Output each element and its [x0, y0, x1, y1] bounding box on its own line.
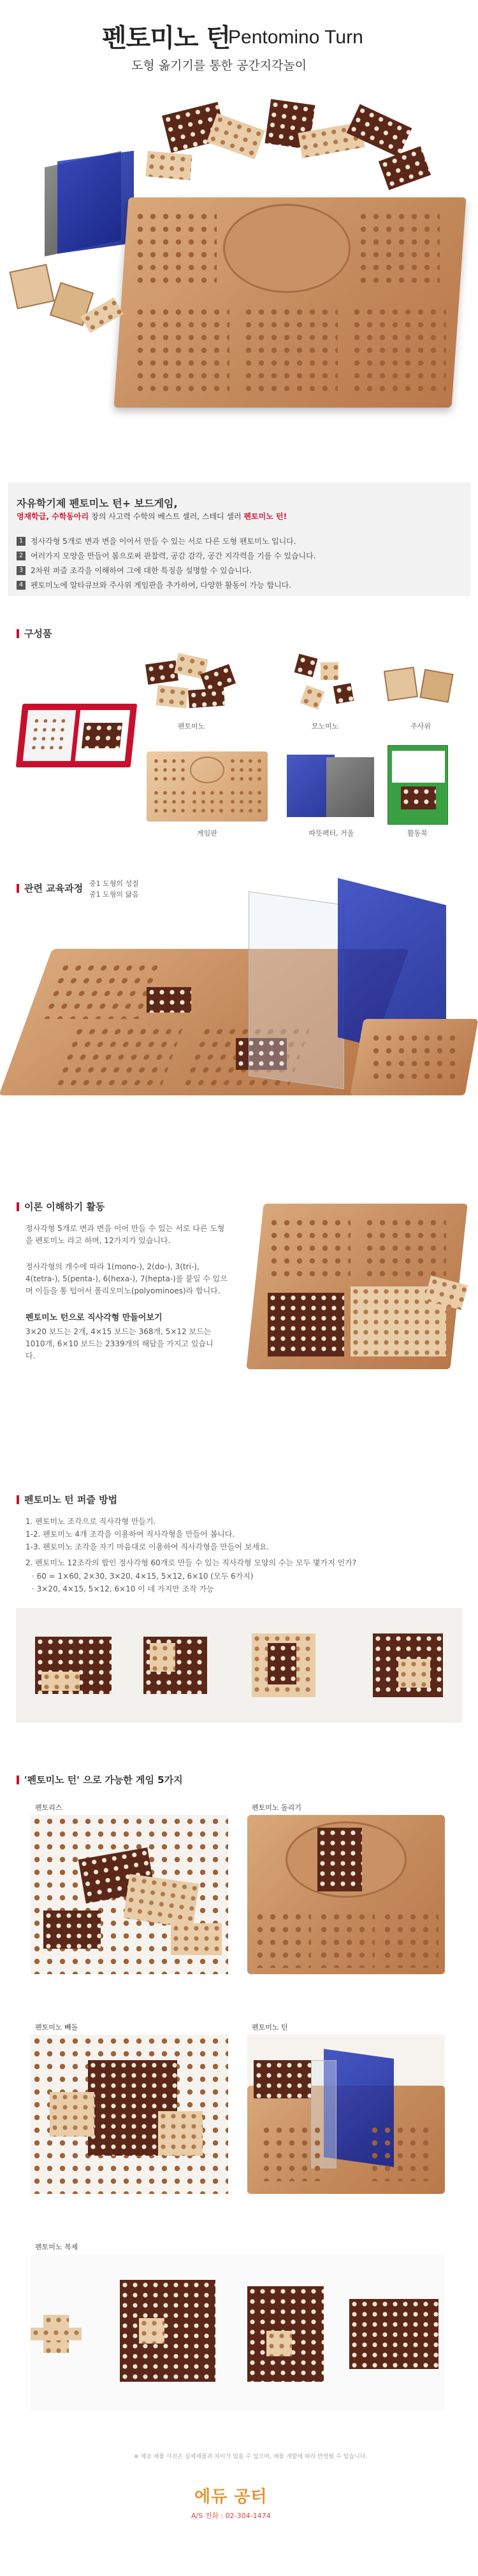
activity-book-image: [387, 745, 448, 825]
intro-list: [17, 534, 463, 592]
puzzle-step: 1. 펜토미노 조각으로 직사각형 만들기.: [25, 1517, 156, 1526]
contact-info: A/S 전화 : 02-304-1474: [191, 2512, 271, 2520]
brand-logo: 에듀 공터: [194, 2487, 268, 2507]
game-photo-remove: [31, 2035, 228, 2194]
puzzle-step: · 60 = 1×60, 2×30, 3×20, 4×15, 5×12, 6×10 (모두 6가지): [32, 1572, 254, 1581]
caption-mirror: 따뜻펙터, 거울: [308, 829, 354, 837]
game-photo-pentoris: [31, 1815, 228, 1974]
caption-board: 게임판: [197, 829, 217, 837]
game-tag-4: 펜토미노 턴: [252, 2023, 288, 2032]
list-item: 1 정사각형 5개로 변과 변을 이어서 만들 수 있는 서로 다른 도형 펜토미노 입니다.: [17, 534, 463, 548]
game-photo-turn: [247, 2035, 445, 2194]
game-photo-rotate: [247, 1815, 445, 1974]
pentomino-pieces-image: [147, 656, 236, 713]
curriculum-heading: 관련 교육과정: [17, 882, 83, 895]
list-item: 4 펜토미노에 알타큐브와 주사위 게임판을 추가하여, 다양한 활동이 가능 합니다.: [17, 578, 463, 592]
intro-title: 자유학기제 펜토미노 턴+ 보드게임,: [17, 497, 178, 509]
intro-subtitle: 영재학급, 수학동아리 창의 사고력 수학의 베스트 셀러, 스테디 셀러 펜토미노 턴!: [17, 512, 287, 521]
theory-para-2: 정사각형의 개수에 따라 1(mono-), 2(do-), 3(tri-), 4(tetra-), 5(penta-), 6(hexa-), 7(hepta-)를 붙일 수 있으며 이들을 통 털어서 폴리오미노(polyominoes)라 합니다.: [25, 1262, 228, 1295]
game-tag-1: 펜토리스: [35, 1804, 62, 1812]
dice-image: [382, 662, 459, 707]
product-box-image: [16, 704, 138, 767]
curriculum-line-1: 중1 도형의 성질: [89, 879, 139, 888]
footer-note: ※ 제공 제품 사진은 실제제품과 차이가 있을 수 있으며, 제품 개발에 따라 반영될 수 있습니다.: [134, 2454, 368, 2460]
list-item: 2 여러가지 모양을 만들어 봄으로써 관찰력, 공감 감각, 공간 지각력을 기를 수 있습니다.: [17, 548, 463, 563]
game-tag-3: 펜토미노 빼돌: [35, 2023, 78, 2032]
puzzle-step: 1-3. 펜토미노 조각을 자기 마음대로 이용하여 직사각형을 만들어 보세요.: [25, 1542, 270, 1551]
game-tag-5: 펜토미노 복제: [35, 2243, 78, 2251]
hero-product-image: [0, 96, 478, 452]
puzzle-photo-strip: [16, 1608, 462, 1723]
game-tag-2: 펜토미노 돌리기: [252, 1804, 301, 1812]
games-heading: '펜토미노 턴' 으로 가능한 게임 5가지: [17, 1774, 183, 1786]
monomino-pieces-image: [290, 653, 360, 713]
caption-pentomino: 펜토미노: [177, 722, 205, 730]
list-item: 3 2차원 퍼즐 조각을 이해하여 그에 대한 특징을 설명할 수 있습니다.: [17, 563, 463, 578]
page-subtitle: 도형 옮기기를 통한 공간지각놀이: [131, 59, 307, 73]
mirror-image: [287, 755, 376, 818]
page-title: 펜토미노 턴: [102, 24, 231, 53]
puzzle-heading: 펜토미노 턴 퍼즐 방법: [17, 1493, 117, 1506]
puzzle-step: · 3×20, 4×15, 5×12, 6×10 이 네 가지만 조작 가능: [32, 1584, 214, 1593]
puzzle-step: 1-2. 펜토미노 4개 조각을 이용하여 직사각형을 만들어 봅니다.: [25, 1530, 235, 1539]
page-title-en: Pentomino Turn: [228, 27, 363, 48]
mirror-board-photo: [25, 892, 472, 1102]
components-heading: 구성품: [17, 627, 52, 640]
puzzle-step: 2. 펜토미노 12조각의 합인 정사각형 60개로 만들 수 있는 직사각형 모양의 수는 모두 몇가지 인가?: [25, 1558, 357, 1567]
game-board-image: [147, 751, 268, 822]
theory-para-3: 3×20 보드는 2개, 4×15 보드는 368개, 5×12 보드는 1010개, 6×10 보드는 2339개의 해답을 가지고 있습니다.: [25, 1327, 214, 1360]
theory-board-photo: [242, 1191, 472, 1382]
theory-bold: 펜토미노 턴으로 직사각형 만들어보기: [25, 1313, 163, 1323]
curriculum-line-2: 중1 도형의 닮음: [89, 890, 139, 899]
caption-monomino: 모노미노: [311, 722, 339, 730]
theory-para-1: 정사각형 5개로 변과 변을 이어 만들 수 있는 서로 다른 도형을 펜토미노 라고 하며, 12가지가 있습니다.: [25, 1224, 225, 1245]
caption-dice: 주사위: [410, 722, 431, 730]
game-photo-copy: [31, 2254, 445, 2410]
caption-book: 활동북: [407, 829, 428, 837]
theory-heading: 이론 이해하기 활동: [17, 1200, 105, 1213]
